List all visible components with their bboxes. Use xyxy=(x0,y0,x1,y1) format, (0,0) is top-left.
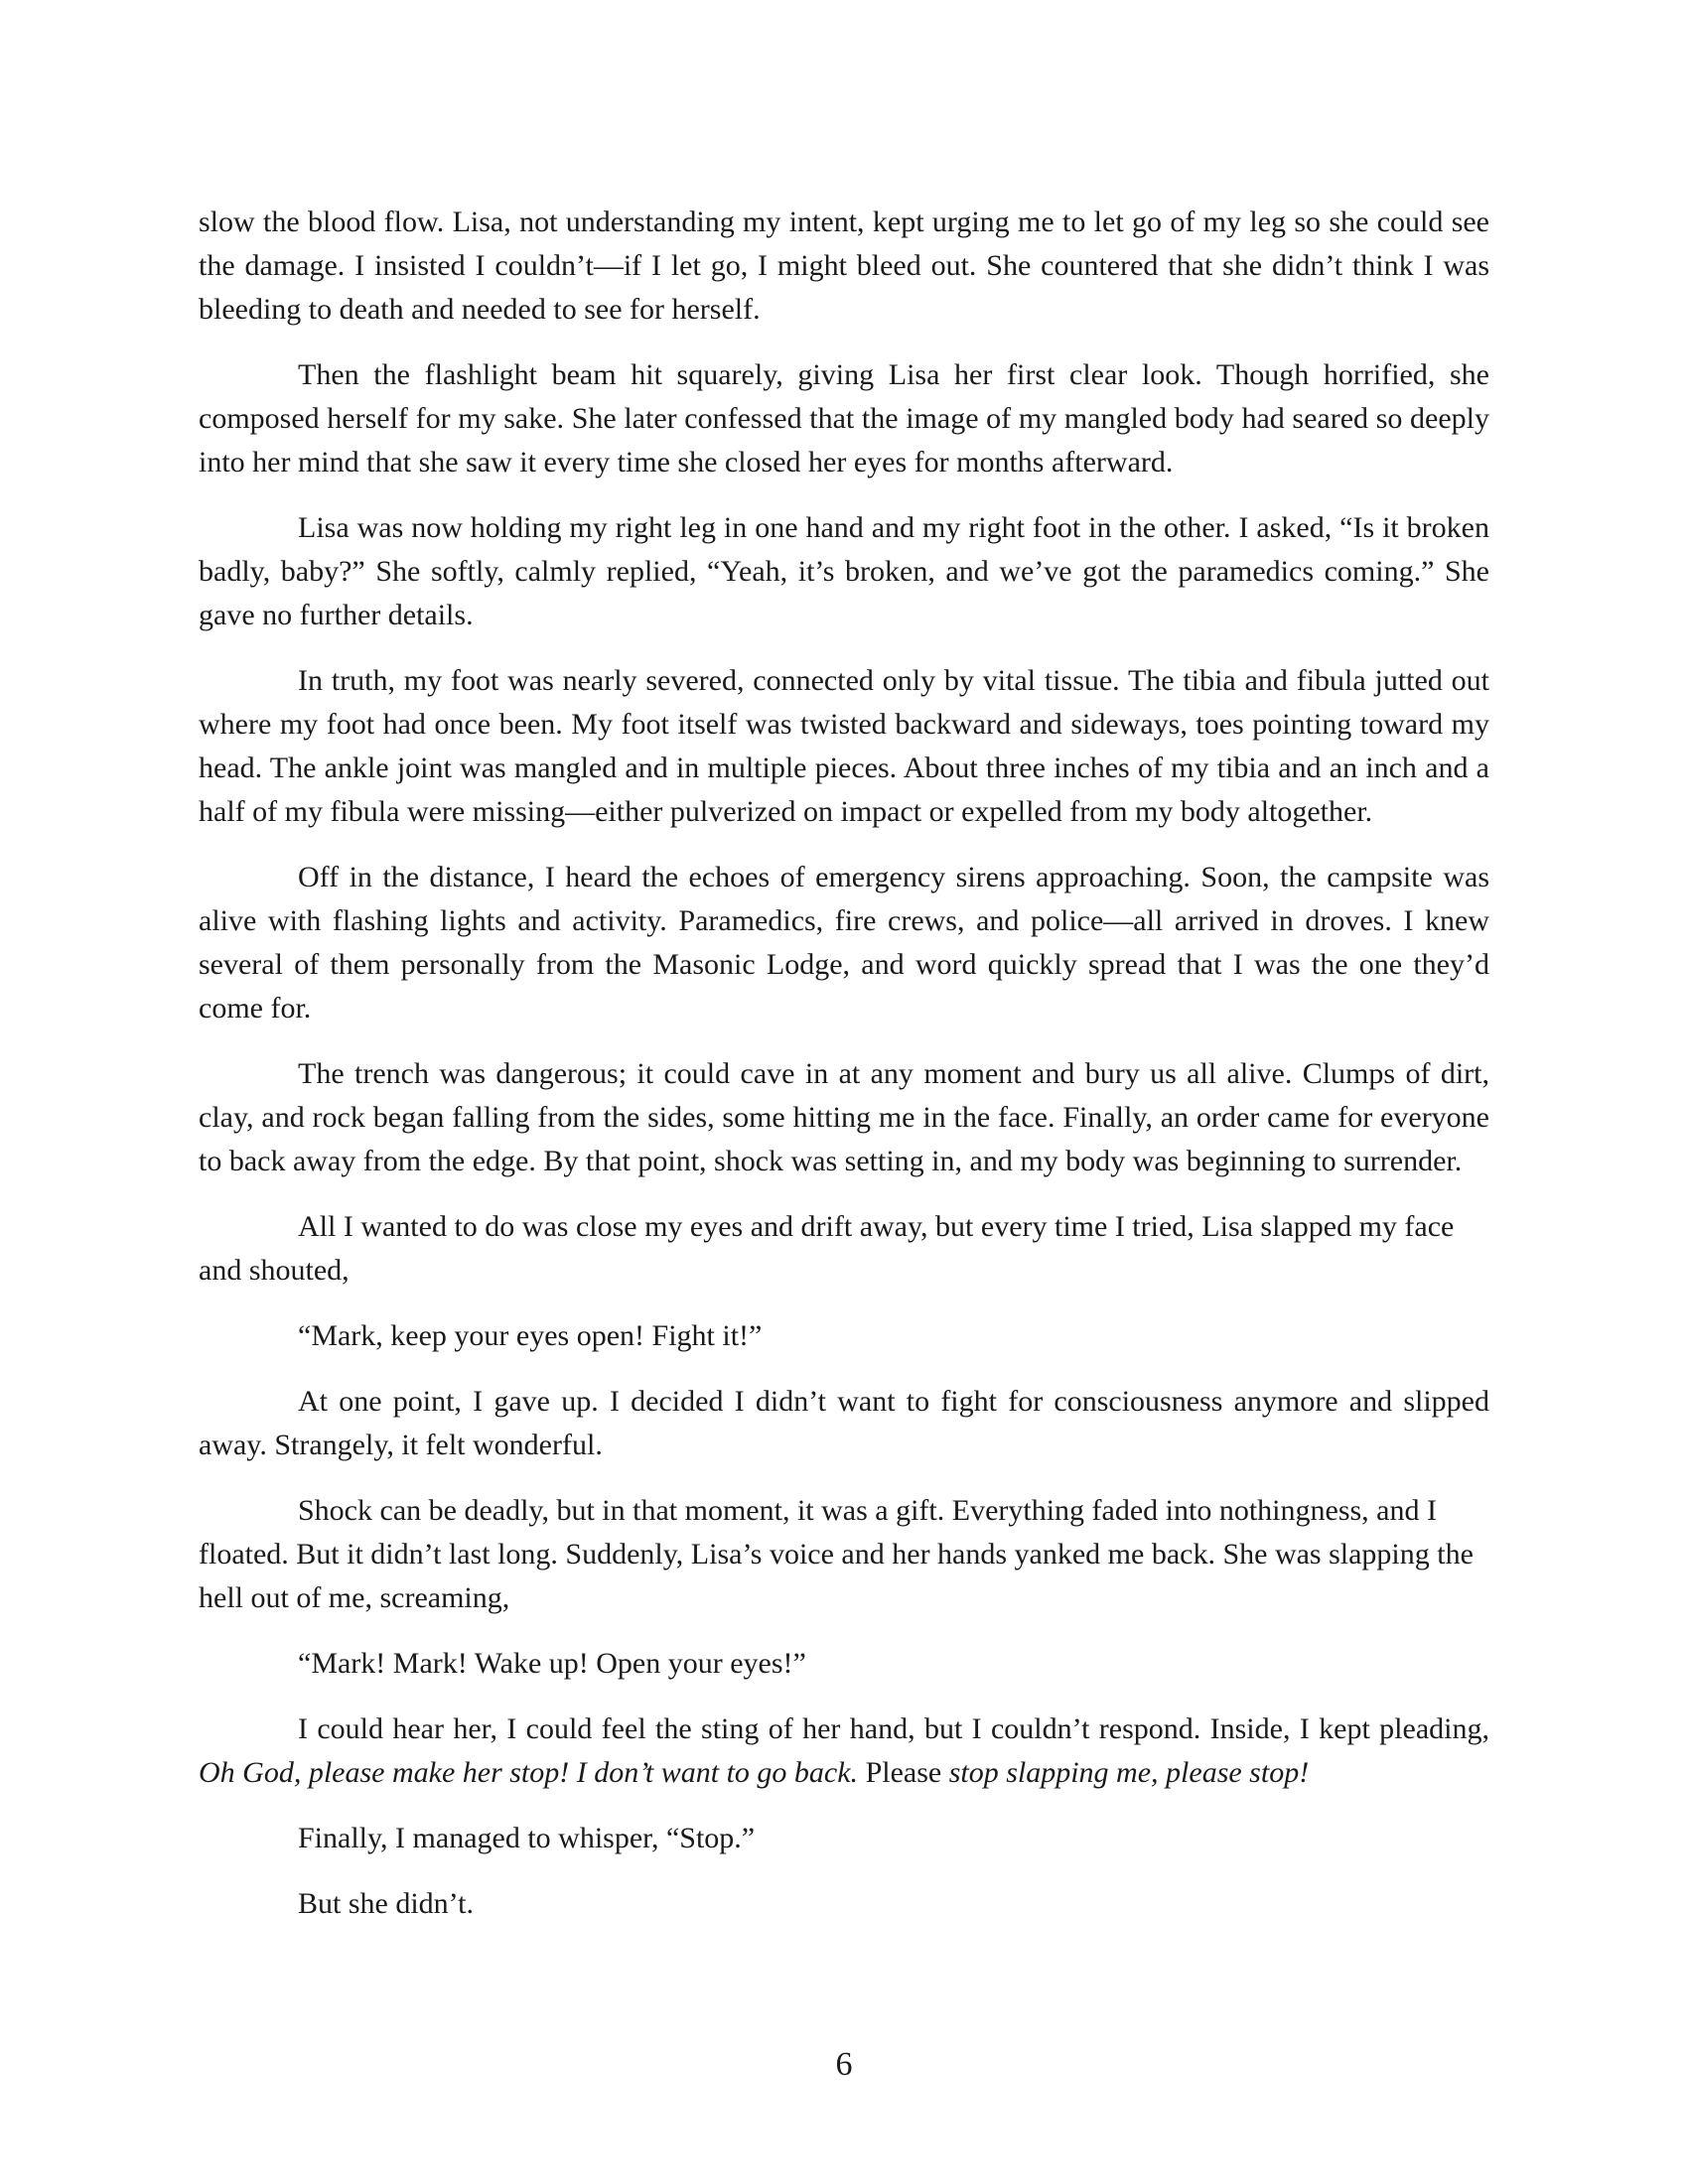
paragraph-sirens: Off in the distance, I heard the echoes of emergency sirens approaching. Soon, the campsite was alive with flashing lights and activity. Paramedics, fire crews, and police—all arrived in droves. I knew several of them personally from the Masonic Lodge, and word quickly spread that I was the one they’d come for. xyxy=(199,861,1489,1024)
pleading-italic-prayer: Oh God, please make her stop! I don’t want to go back. xyxy=(199,1756,859,1789)
paragraph-gave-up: At one point, I gave up. I decided I didn’t want to fight for consciousness anymore and slipped away. Strangely, it felt wonderful. xyxy=(199,1385,1489,1461)
page-number: 6 xyxy=(835,2046,853,2083)
paragraph-wake-up: “Mark! Mark! Wake up! Open your eyes!” xyxy=(298,1647,806,1680)
document-page xyxy=(199,201,1489,1948)
paragraph-flashlight: Then the flashlight beam hit squarely, giving Lisa her first clear look. Though horrified, she composed herself for my sake. She later confessed that the image of my mangled body had seared so deeply into her mind that she saw it every time she closed her eyes for months afterward. xyxy=(199,358,1489,478)
paragraph-broken-leg: Lisa was now holding my right leg in one hand and my right foot in the other. I asked, “Is it broken badly, baby?” She softly, calmly replied, “Yeah, it’s broken, and we’ve got the paramedics coming.” She gave no further details. xyxy=(199,511,1489,631)
paragraph-drift-away: All I wanted to do was close my eyes and drift away, but every time I tried, Lisa slapped my face and shouted, xyxy=(199,1210,1455,1287)
paragraph-trench: The trench was dangerous; it could cave in at any moment and bury us all alive. Clumps of dirt, clay, and rock began falling from the sides, some hitting me in the face. Finally, an order came for everyone to back away from the edge. By that point, shock was setting in, and my body was beginning to surrender. xyxy=(199,1057,1489,1177)
pleading-lead: I could hear her, I could feel the sting of her hand, but I couldn’t respond. Inside, I kept pleading, xyxy=(298,1712,1489,1745)
paragraph-pleading xyxy=(199,1707,1489,1795)
paragraph-whisper: Finally, I managed to whisper, “Stop.” xyxy=(298,1822,756,1854)
paragraph-injury-detail: In truth, my foot was nearly severed, connected only by vital tissue. The tibia and fibula jutted out where my foot had once been. My foot itself was twisted backward and sideways, toes pointing toward my head. The ankle joint was mangled and in multiple pieces. About three inches of my tibia and an inch and a half of my fibula were missing—either pulverized on impact or expelled from my body altogether. xyxy=(199,664,1489,828)
paragraph-blood-flow: slow the blood flow. Lisa, not understanding my intent, kept urging me to let go of my leg so she could see the damage. I insisted I couldn’t—if I let go, I might bleed out. She countered that she didn’t think I was bleeding to death and needed to see for herself. xyxy=(199,205,1489,326)
paragraph-shock: Shock can be deadly, but in that moment, it was a gift. Everything faded into nothingness, and I floated. But it didn’t last long. Suddenly, Lisa’s voice and her hands yanked me back. She was slapping the hell out of me, screaming, xyxy=(199,1494,1474,1614)
paragraph-she-didnt: But she didn’t. xyxy=(298,1887,474,1920)
paragraph-keep-eyes-open: “Mark, keep your eyes open! Fight it!” xyxy=(298,1319,763,1352)
pleading-middle: Please xyxy=(858,1756,949,1789)
pleading-italic-stop: stop slapping me, please stop! xyxy=(948,1756,1310,1789)
